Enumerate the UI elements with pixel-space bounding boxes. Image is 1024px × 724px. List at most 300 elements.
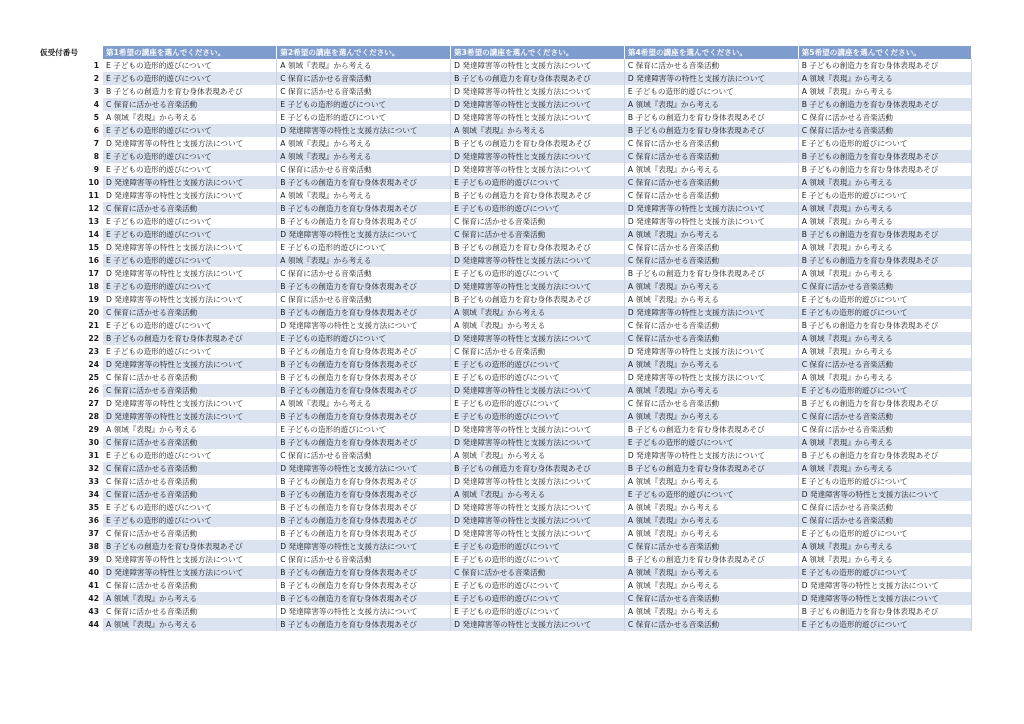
choice-2-cell[interactable]: B 子どもの創造力を育む身体表現あそび xyxy=(277,176,451,189)
choice-1-cell[interactable]: E 子どもの造形的遊びについて xyxy=(103,501,277,514)
choice-3-cell[interactable]: B 子どもの創造力を育む身体表現あそび xyxy=(451,462,625,475)
table-row xyxy=(40,514,972,527)
choice-5-cell[interactable]: A 領域『表現』から考える xyxy=(798,85,972,98)
column-header-receipt-number[interactable]: 仮受付番号 xyxy=(40,46,103,59)
choice-3-cell[interactable]: C 保育に活かせる音楽活動 xyxy=(451,215,625,228)
table-row xyxy=(40,501,972,514)
table-row xyxy=(40,475,972,488)
table-row xyxy=(40,579,972,592)
choice-4-cell[interactable]: C 保育に活かせる音楽活動 xyxy=(624,397,798,410)
receipt-number-cell[interactable]: 23 xyxy=(40,345,103,358)
choice-2-cell[interactable]: B 子どもの創造力を育む身体表現あそび xyxy=(277,202,451,215)
table-row xyxy=(40,85,972,98)
receipt-number-cell[interactable]: 29 xyxy=(40,423,103,436)
choice-1-cell[interactable]: E 子どもの造形的遊びについて xyxy=(103,449,277,462)
table-row xyxy=(40,228,972,241)
choice-1-cell[interactable]: C 保育に活かせる音楽活動 xyxy=(103,202,277,215)
receipt-number-cell[interactable]: 2 xyxy=(40,72,103,85)
receipt-number-cell[interactable]: 4 xyxy=(40,98,103,111)
choice-1-cell[interactable]: C 保育に活かせる音楽活動 xyxy=(103,306,277,319)
choice-5-cell[interactable]: A 領域『表現』から考える xyxy=(798,436,972,449)
receipt-number-cell[interactable]: 21 xyxy=(40,319,103,332)
choice-5-cell[interactable]: A 領域『表現』から考える xyxy=(798,72,972,85)
table-row xyxy=(40,592,972,605)
choice-4-cell[interactable]: A 領域『表現』から考える xyxy=(624,501,798,514)
choice-4-cell[interactable]: A 領域『表現』から考える xyxy=(624,566,798,579)
choice-3-cell[interactable]: E 子どもの造形的遊びについて xyxy=(451,397,625,410)
choice-2-cell[interactable]: A 領域『表現』から考える xyxy=(277,397,451,410)
choice-1-cell[interactable]: D 発達障害等の特性と支援方法について xyxy=(103,358,277,371)
choice-1-cell[interactable]: D 発達障害等の特性と支援方法について xyxy=(103,137,277,150)
choice-2-cell[interactable]: B 子どもの創造力を育む身体表現あそび xyxy=(277,579,451,592)
receipt-number-cell[interactable]: 35 xyxy=(40,501,103,514)
table-row xyxy=(40,410,972,423)
choice-3-cell[interactable]: E 子どもの造形的遊びについて xyxy=(451,605,625,618)
choice-2-cell[interactable]: B 子どもの創造力を育む身体表現あそび xyxy=(277,592,451,605)
choice-4-cell[interactable]: E 子どもの造形的遊びについて xyxy=(624,436,798,449)
choice-3-cell[interactable]: E 子どもの造形的遊びについて xyxy=(451,358,625,371)
choice-1-cell[interactable]: C 保育に活かせる音楽活動 xyxy=(103,384,277,397)
choice-5-cell[interactable]: B 子どもの創造力を育む身体表現あそび xyxy=(798,98,972,111)
table-row xyxy=(40,423,972,436)
table-row xyxy=(40,553,972,566)
choice-5-cell[interactable]: E 子どもの造形的遊びについて xyxy=(798,293,972,306)
choice-3-cell[interactable]: D 発達障害等の特性と支援方法について xyxy=(451,280,625,293)
choice-2-cell[interactable]: C 保育に活かせる音楽活動 xyxy=(277,72,451,85)
receipt-number-cell[interactable]: 12 xyxy=(40,202,103,215)
choice-5-cell[interactable]: C 保育に活かせる音楽活動 xyxy=(798,501,972,514)
choice-2-cell[interactable]: D 発達障害等の特性と支援方法について xyxy=(277,319,451,332)
choice-4-cell[interactable]: A 領域『表現』から考える xyxy=(624,527,798,540)
choice-2-cell[interactable]: D 発達障害等の特性と支援方法について xyxy=(277,124,451,137)
choice-2-cell[interactable]: C 保育に活かせる音楽活動 xyxy=(277,163,451,176)
receipt-number-cell[interactable]: 44 xyxy=(40,618,103,631)
choice-5-cell[interactable]: A 領域『表現』から考える xyxy=(798,241,972,254)
table-row xyxy=(40,111,972,124)
choice-4-cell[interactable]: A 領域『表現』から考える xyxy=(624,605,798,618)
choice-1-cell[interactable]: D 発達障害等の特性と支援方法について xyxy=(103,397,277,410)
choice-4-cell[interactable]: B 子どもの創造力を育む身体表現あそび xyxy=(624,553,798,566)
choice-4-cell[interactable]: C 保育に活かせる音楽活動 xyxy=(624,254,798,267)
choice-1-cell[interactable]: E 子どもの造形的遊びについて xyxy=(103,254,277,267)
choice-3-cell[interactable]: B 子どもの創造力を育む身体表現あそび xyxy=(451,293,625,306)
table-row xyxy=(40,358,972,371)
choice-1-cell[interactable]: A 領域『表現』から考える xyxy=(103,592,277,605)
choice-2-cell[interactable]: A 領域『表現』から考える xyxy=(277,59,451,72)
choice-4-cell[interactable]: A 領域『表現』から考える xyxy=(624,410,798,423)
choice-1-cell[interactable]: A 領域『表現』から考える xyxy=(103,111,277,124)
choice-3-cell[interactable]: D 発達障害等の特性と支援方法について xyxy=(451,501,625,514)
choice-4-cell[interactable]: A 領域『表現』から考える xyxy=(624,358,798,371)
choice-2-cell[interactable]: E 子どもの造形的遊びについて xyxy=(277,111,451,124)
choice-1-cell[interactable]: D 発達障害等の特性と支援方法について xyxy=(103,176,277,189)
choice-2-cell[interactable]: B 子どもの創造力を育む身体表現あそび xyxy=(277,371,451,384)
choice-5-cell[interactable]: B 子どもの創造力を育む身体表現あそび xyxy=(798,150,972,163)
table-row xyxy=(40,202,972,215)
table-row xyxy=(40,124,972,137)
choice-5-cell[interactable]: E 子どもの造形的遊びについて xyxy=(798,306,972,319)
receipt-number-cell[interactable]: 9 xyxy=(40,163,103,176)
choice-4-cell[interactable]: B 子どもの創造力を育む身体表現あそび xyxy=(624,423,798,436)
choice-4-cell[interactable]: A 領域『表現』から考える xyxy=(624,228,798,241)
choice-3-cell[interactable]: D 発達障害等の特性と支援方法について xyxy=(451,475,625,488)
choice-4-cell[interactable]: D 発達障害等の特性と支援方法について xyxy=(624,345,798,358)
choice-4-cell[interactable]: D 発達障害等の特性と支援方法について xyxy=(624,449,798,462)
choice-1-cell[interactable]: D 発達障害等の特性と支援方法について xyxy=(103,241,277,254)
receipt-number-cell[interactable]: 15 xyxy=(40,241,103,254)
choice-2-cell[interactable]: E 子どもの造形的遊びについて xyxy=(277,332,451,345)
choice-4-cell[interactable]: C 保育に活かせる音楽活動 xyxy=(624,319,798,332)
choice-5-cell[interactable]: C 保育に活かせる音楽活動 xyxy=(798,514,972,527)
choice-5-cell[interactable]: E 子どもの造形的遊びについて xyxy=(798,566,972,579)
receipt-number-cell[interactable]: 1 xyxy=(40,59,103,72)
choice-2-cell[interactable]: B 子どもの創造力を育む身体表現あそび xyxy=(277,358,451,371)
choice-5-cell[interactable]: D 発達障害等の特性と支援方法について xyxy=(798,592,972,605)
choice-2-cell[interactable]: B 子どもの創造力を育む身体表現あそび xyxy=(277,410,451,423)
choice-3-cell[interactable]: B 子どもの創造力を育む身体表現あそび xyxy=(451,72,625,85)
choice-4-cell[interactable]: B 子どもの創造力を育む身体表現あそび xyxy=(624,267,798,280)
choice-1-cell[interactable]: C 保育に活かせる音楽活動 xyxy=(103,371,277,384)
choice-4-cell[interactable]: A 領域『表現』から考える xyxy=(624,280,798,293)
choice-3-cell[interactable]: D 発達障害等の特性と支援方法について xyxy=(451,527,625,540)
choice-3-cell[interactable]: E 子どもの造形的遊びについて xyxy=(451,202,625,215)
choice-5-cell[interactable]: A 領域『表現』から考える xyxy=(798,332,972,345)
receipt-number-cell[interactable]: 39 xyxy=(40,553,103,566)
receipt-number-cell[interactable]: 38 xyxy=(40,540,103,553)
receipt-number-cell[interactable]: 3 xyxy=(40,85,103,98)
choice-2-cell[interactable]: D 発達障害等の特性と支援方法について xyxy=(277,462,451,475)
choice-3-cell[interactable]: E 子どもの造形的遊びについて xyxy=(451,553,625,566)
choice-5-cell[interactable]: C 保育に活かせる音楽活動 xyxy=(798,423,972,436)
choice-5-cell[interactable]: A 領域『表現』から考える xyxy=(798,462,972,475)
choice-2-cell[interactable]: E 子どもの造形的遊びについて xyxy=(277,98,451,111)
receipt-number-cell[interactable]: 25 xyxy=(40,371,103,384)
choice-3-cell[interactable]: A 領域『表現』から考える xyxy=(451,488,625,501)
choice-4-cell[interactable]: C 保育に活かせる音楽活動 xyxy=(624,189,798,202)
choice-1-cell[interactable]: E 子どもの造形的遊びについて xyxy=(103,59,277,72)
choice-2-cell[interactable]: B 子どもの創造力を育む身体表現あそび xyxy=(277,475,451,488)
receipt-number-cell[interactable]: 32 xyxy=(40,462,103,475)
choice-1-cell[interactable]: D 発達障害等の特性と支援方法について xyxy=(103,267,277,280)
choice-4-cell[interactable]: C 保育に活かせる音楽活動 xyxy=(624,592,798,605)
column-header-choice-1[interactable]: 第1希望の講座を選んでください。 xyxy=(103,46,277,59)
column-header-choice-4[interactable]: 第4希望の講座を選んでください。 xyxy=(624,46,798,59)
choice-5-cell[interactable]: A 領域『表現』から考える xyxy=(798,202,972,215)
receipt-number-cell[interactable]: 37 xyxy=(40,527,103,540)
choice-4-cell[interactable]: D 発達障害等の特性と支援方法について xyxy=(624,371,798,384)
choice-5-cell[interactable]: E 子どもの造形的遊びについて xyxy=(798,527,972,540)
receipt-number-cell[interactable]: 42 xyxy=(40,592,103,605)
choice-2-cell[interactable]: D 発達障害等の特性と支援方法について xyxy=(277,605,451,618)
choice-1-cell[interactable]: D 発達障害等の特性と支援方法について xyxy=(103,410,277,423)
choice-2-cell[interactable]: E 子どもの造形的遊びについて xyxy=(277,241,451,254)
choice-4-cell[interactable]: A 領域『表現』から考える xyxy=(624,98,798,111)
choice-2-cell[interactable]: B 子どもの創造力を育む身体表現あそび xyxy=(277,514,451,527)
table-body xyxy=(40,59,972,631)
choice-2-cell[interactable]: C 保育に活かせる音楽活動 xyxy=(277,267,451,280)
choice-4-cell[interactable]: A 領域『表現』から考える xyxy=(624,514,798,527)
receipt-number-cell[interactable]: 5 xyxy=(40,111,103,124)
table-row xyxy=(40,605,972,618)
choice-1-cell[interactable]: E 子どもの造形的遊びについて xyxy=(103,319,277,332)
choice-1-cell[interactable]: C 保育に活かせる音楽活動 xyxy=(103,527,277,540)
receipt-number-cell[interactable]: 7 xyxy=(40,137,103,150)
table-row xyxy=(40,488,972,501)
choice-4-cell[interactable]: D 発達障害等の特性と支援方法について xyxy=(624,215,798,228)
choice-2-cell[interactable]: B 子どもの創造力を育む身体表現あそび xyxy=(277,215,451,228)
choice-4-cell[interactable]: C 保育に活かせる音楽活動 xyxy=(624,332,798,345)
column-header-choice-5[interactable]: 第5希望の講座を選んでください。 xyxy=(798,46,972,59)
table-row xyxy=(40,189,972,202)
receipt-number-cell[interactable]: 14 xyxy=(40,228,103,241)
choice-4-cell[interactable]: A 領域『表現』から考える xyxy=(624,293,798,306)
table-row xyxy=(40,72,972,85)
receipt-number-cell[interactable]: 26 xyxy=(40,384,103,397)
choice-5-cell[interactable]: E 子どもの造形的遊びについて xyxy=(798,475,972,488)
choice-3-cell[interactable]: D 発達障害等の特性と支援方法について xyxy=(451,163,625,176)
table-row xyxy=(40,59,972,72)
choice-4-cell[interactable]: D 発達障害等の特性と支援方法について xyxy=(624,72,798,85)
choice-5-cell[interactable]: A 領域『表現』から考える xyxy=(798,345,972,358)
choice-3-cell[interactable]: E 子どもの造形的遊びについて xyxy=(451,592,625,605)
choice-5-cell[interactable]: C 保育に活かせる音楽活動 xyxy=(798,280,972,293)
choice-3-cell[interactable]: D 発達障害等の特性と支援方法について xyxy=(451,111,625,124)
choice-3-cell[interactable]: D 発達障害等の特性と支援方法について xyxy=(451,98,625,111)
choice-1-cell[interactable]: E 子どもの造形的遊びについて xyxy=(103,345,277,358)
choice-3-cell[interactable]: E 子どもの造形的遊びについて xyxy=(451,371,625,384)
receipt-number-cell[interactable]: 6 xyxy=(40,124,103,137)
receipt-number-cell[interactable]: 27 xyxy=(40,397,103,410)
choice-1-cell[interactable]: D 発達障害等の特性と支援方法について xyxy=(103,553,277,566)
choice-2-cell[interactable]: B 子どもの創造力を育む身体表現あそび xyxy=(277,501,451,514)
choice-4-cell[interactable]: B 子どもの創造力を育む身体表現あそび xyxy=(624,111,798,124)
choice-4-cell[interactable]: A 領域『表現』から考える xyxy=(624,163,798,176)
choice-2-cell[interactable]: A 領域『表現』から考える xyxy=(277,254,451,267)
choice-4-cell[interactable]: B 子どもの創造力を育む身体表現あそび xyxy=(624,124,798,137)
table-row xyxy=(40,293,972,306)
choice-4-cell[interactable]: C 保育に活かせる音楽活動 xyxy=(624,150,798,163)
choice-1-cell[interactable]: C 保育に活かせる音楽活動 xyxy=(103,98,277,111)
choice-1-cell[interactable]: D 発達障害等の特性と支援方法について xyxy=(103,293,277,306)
choice-2-cell[interactable]: B 子どもの創造力を育む身体表現あそび xyxy=(277,306,451,319)
choice-3-cell[interactable]: D 発達障害等の特性と支援方法について xyxy=(451,254,625,267)
choice-1-cell[interactable]: D 発達障害等の特性と支援方法について xyxy=(103,566,277,579)
choice-3-cell[interactable]: A 領域『表現』から考える xyxy=(451,306,625,319)
choice-5-cell[interactable]: E 子どもの造形的遊びについて xyxy=(798,618,972,631)
choice-3-cell[interactable]: D 発達障害等の特性と支援方法について xyxy=(451,618,625,631)
choice-2-cell[interactable]: B 子どもの創造力を育む身体表現あそび xyxy=(277,527,451,540)
choice-3-cell[interactable]: E 子どもの造形的遊びについて xyxy=(451,540,625,553)
choice-2-cell[interactable]: A 領域『表現』から考える xyxy=(277,189,451,202)
choice-3-cell[interactable]: D 発達障害等の特性と支援方法について xyxy=(451,384,625,397)
choice-5-cell[interactable]: A 領域『表現』から考える xyxy=(798,371,972,384)
receipt-number-cell[interactable]: 41 xyxy=(40,579,103,592)
choice-1-cell[interactable]: E 子どもの造形的遊びについて xyxy=(103,228,277,241)
choice-3-cell[interactable]: A 領域『表現』から考える xyxy=(451,124,625,137)
choice-1-cell[interactable]: E 子どもの造形的遊びについて xyxy=(103,215,277,228)
choice-2-cell[interactable]: A 領域『表現』から考える xyxy=(277,150,451,163)
receipt-number-cell[interactable]: 28 xyxy=(40,410,103,423)
table-row xyxy=(40,618,972,631)
choice-5-cell[interactable]: C 保育に活かせる音楽活動 xyxy=(798,410,972,423)
choice-5-cell[interactable]: D 発達障害等の特性と支援方法について xyxy=(798,579,972,592)
choice-5-cell[interactable]: B 子どもの創造力を育む身体表現あそび xyxy=(798,163,972,176)
choice-5-cell[interactable]: A 領域『表現』から考える xyxy=(798,176,972,189)
choice-1-cell[interactable]: E 子どもの造形的遊びについて xyxy=(103,72,277,85)
choice-3-cell[interactable]: C 保育に活かせる音楽活動 xyxy=(451,228,625,241)
receipt-number-cell[interactable]: 11 xyxy=(40,189,103,202)
table-row xyxy=(40,150,972,163)
choice-1-cell[interactable]: C 保育に活かせる音楽活動 xyxy=(103,475,277,488)
choice-5-cell[interactable]: B 子どもの創造力を育む身体表現あそび xyxy=(798,449,972,462)
choice-4-cell[interactable]: C 保育に活かせる音楽活動 xyxy=(624,59,798,72)
choice-3-cell[interactable]: D 発達障害等の特性と支援方法について xyxy=(451,514,625,527)
table-row xyxy=(40,163,972,176)
receipt-number-cell[interactable]: 19 xyxy=(40,293,103,306)
choice-2-cell[interactable]: B 子どもの創造力を育む身体表現あそび xyxy=(277,618,451,631)
choice-5-cell[interactable]: D 発達障害等の特性と支援方法について xyxy=(798,488,972,501)
receipt-number-cell[interactable]: 33 xyxy=(40,475,103,488)
choice-1-cell[interactable]: C 保育に活かせる音楽活動 xyxy=(103,605,277,618)
choice-2-cell[interactable]: B 子どもの創造力を育む身体表現あそび xyxy=(277,436,451,449)
choice-4-cell[interactable]: B 子どもの創造力を育む身体表現あそび xyxy=(624,462,798,475)
choice-1-cell[interactable]: E 子どもの造形的遊びについて xyxy=(103,150,277,163)
table-row xyxy=(40,462,972,475)
choice-3-cell[interactable]: A 領域『表現』から考える xyxy=(451,449,625,462)
receipt-number-cell[interactable]: 40 xyxy=(40,566,103,579)
choice-5-cell[interactable]: A 領域『表現』から考える xyxy=(798,553,972,566)
choice-2-cell[interactable]: B 子どもの創造力を育む身体表現あそび xyxy=(277,280,451,293)
choice-5-cell[interactable]: B 子どもの創造力を育む身体表現あそび xyxy=(798,397,972,410)
choice-1-cell[interactable]: A 領域『表現』から考える xyxy=(103,423,277,436)
choice-2-cell[interactable]: B 子どもの創造力を育む身体表現あそび xyxy=(277,488,451,501)
receipt-number-cell[interactable]: 16 xyxy=(40,254,103,267)
choice-4-cell[interactable]: E 子どもの造形的遊びについて xyxy=(624,85,798,98)
table-row xyxy=(40,449,972,462)
choice-5-cell[interactable]: B 子どもの創造力を育む身体表現あそび xyxy=(798,228,972,241)
choice-1-cell[interactable]: E 子どもの造形的遊びについて xyxy=(103,163,277,176)
choice-2-cell[interactable]: C 保育に活かせる音楽活動 xyxy=(277,449,451,462)
receipt-number-cell[interactable]: 43 xyxy=(40,605,103,618)
choice-3-cell[interactable]: D 発達障害等の特性と支援方法について xyxy=(451,150,625,163)
choice-1-cell[interactable]: C 保育に活かせる音楽活動 xyxy=(103,488,277,501)
receipt-number-cell[interactable]: 24 xyxy=(40,358,103,371)
choice-3-cell[interactable]: E 子どもの造形的遊びについて xyxy=(451,267,625,280)
receipt-number-cell[interactable]: 17 xyxy=(40,267,103,280)
choice-5-cell[interactable]: E 子どもの造形的遊びについて xyxy=(798,189,972,202)
choice-2-cell[interactable]: C 保育に活かせる音楽活動 xyxy=(277,85,451,98)
choice-2-cell[interactable]: D 発達障害等の特性と支援方法について xyxy=(277,540,451,553)
choice-4-cell[interactable]: A 領域『表現』から考える xyxy=(624,579,798,592)
table-row xyxy=(40,345,972,358)
receipt-number-cell[interactable]: 10 xyxy=(40,176,103,189)
receipt-number-cell[interactable]: 18 xyxy=(40,280,103,293)
choice-4-cell[interactable]: C 保育に活かせる音楽活動 xyxy=(624,137,798,150)
choice-2-cell[interactable]: A 領域『表現』から考える xyxy=(277,137,451,150)
choice-2-cell[interactable]: B 子どもの創造力を育む身体表現あそび xyxy=(277,566,451,579)
choice-3-cell[interactable]: C 保育に活かせる音楽活動 xyxy=(451,566,625,579)
choice-2-cell[interactable]: E 子どもの造形的遊びについて xyxy=(277,423,451,436)
choice-4-cell[interactable]: C 保育に活かせる音楽活動 xyxy=(624,540,798,553)
choice-1-cell[interactable]: C 保育に活かせる音楽活動 xyxy=(103,579,277,592)
choice-5-cell[interactable]: B 子どもの創造力を育む身体表現あそび xyxy=(798,319,972,332)
choice-3-cell[interactable]: D 発達障害等の特性と支援方法について xyxy=(451,332,625,345)
choice-1-cell[interactable]: C 保育に活かせる音楽活動 xyxy=(103,462,277,475)
choice-5-cell[interactable]: A 領域『表現』から考える xyxy=(798,215,972,228)
choice-3-cell[interactable]: D 発達障害等の特性と支援方法について xyxy=(451,423,625,436)
choice-1-cell[interactable]: B 子どもの創造力を育む身体表現あそび xyxy=(103,332,277,345)
choice-4-cell[interactable]: D 発達障害等の特性と支援方法について xyxy=(624,306,798,319)
choice-2-cell[interactable]: B 子どもの創造力を育む身体表現あそび xyxy=(277,345,451,358)
choice-3-cell[interactable]: B 子どもの創造力を育む身体表現あそび xyxy=(451,241,625,254)
choice-2-cell[interactable]: C 保育に活かせる音楽活動 xyxy=(277,553,451,566)
choice-4-cell[interactable]: C 保育に活かせる音楽活動 xyxy=(624,618,798,631)
column-header-choice-2[interactable]: 第2希望の講座を選んでください。 xyxy=(277,46,451,59)
choice-3-cell[interactable]: D 発達障害等の特性と支援方法について xyxy=(451,436,625,449)
choice-1-cell[interactable]: E 子どもの造形的遊びについて xyxy=(103,514,277,527)
choice-4-cell[interactable]: C 保育に活かせる音楽活動 xyxy=(624,241,798,254)
choice-3-cell[interactable]: D 発達障害等の特性と支援方法について xyxy=(451,59,625,72)
choice-5-cell[interactable]: C 保育に活かせる音楽活動 xyxy=(798,124,972,137)
choice-2-cell[interactable]: B 子どもの創造力を育む身体表現あそび xyxy=(277,384,451,397)
choice-5-cell[interactable]: B 子どもの創造力を育む身体表現あそび xyxy=(798,254,972,267)
choice-5-cell[interactable]: E 子どもの造形的遊びについて xyxy=(798,384,972,397)
receipt-number-cell[interactable]: 36 xyxy=(40,514,103,527)
table-row xyxy=(40,332,972,345)
choice-5-cell[interactable]: A 領域『表現』から考える xyxy=(798,267,972,280)
receipt-number-cell[interactable]: 31 xyxy=(40,449,103,462)
choice-3-cell[interactable]: B 子どもの創造力を育む身体表現あそび xyxy=(451,137,625,150)
choice-3-cell[interactable]: E 子どもの造形的遊びについて xyxy=(451,579,625,592)
choice-3-cell[interactable]: B 子どもの創造力を育む身体表現あそび xyxy=(451,189,625,202)
choice-1-cell[interactable]: D 発達障害等の特性と支援方法について xyxy=(103,189,277,202)
choice-5-cell[interactable]: C 保育に活かせる音楽活動 xyxy=(798,111,972,124)
choice-4-cell[interactable]: A 領域『表現』から考える xyxy=(624,384,798,397)
choice-5-cell[interactable]: C 保育に活かせる音楽活動 xyxy=(798,358,972,371)
choice-3-cell[interactable]: C 保育に活かせる音楽活動 xyxy=(451,345,625,358)
choice-1-cell[interactable]: B 子どもの創造力を育む身体表現あそび xyxy=(103,85,277,98)
choice-1-cell[interactable]: E 子どもの造形的遊びについて xyxy=(103,280,277,293)
choice-3-cell[interactable]: E 子どもの造形的遊びについて xyxy=(451,410,625,423)
choice-4-cell[interactable]: C 保育に活かせる音楽活動 xyxy=(624,176,798,189)
choice-4-cell[interactable]: D 発達障害等の特性と支援方法について xyxy=(624,202,798,215)
choice-1-cell[interactable]: E 子どもの造形的遊びについて xyxy=(103,124,277,137)
column-header-choice-3[interactable]: 第3希望の講座を選んでください。 xyxy=(451,46,625,59)
choice-1-cell[interactable]: B 子どもの創造力を育む身体表現あそび xyxy=(103,540,277,553)
choice-2-cell[interactable]: C 保育に活かせる音楽活動 xyxy=(277,293,451,306)
choice-5-cell[interactable]: B 子どもの創造力を育む身体表現あそび xyxy=(798,59,972,72)
receipt-number-cell[interactable]: 22 xyxy=(40,332,103,345)
receipt-number-cell[interactable]: 34 xyxy=(40,488,103,501)
choice-1-cell[interactable]: C 保育に活かせる音楽活動 xyxy=(103,436,277,449)
receipt-number-cell[interactable]: 30 xyxy=(40,436,103,449)
choice-4-cell[interactable]: A 領域『表現』から考える xyxy=(624,475,798,488)
receipt-number-cell[interactable]: 13 xyxy=(40,215,103,228)
receipt-number-cell[interactable]: 20 xyxy=(40,306,103,319)
choice-3-cell[interactable]: D 発達障害等の特性と支援方法について xyxy=(451,85,625,98)
choice-5-cell[interactable]: A 領域『表現』から考える xyxy=(798,540,972,553)
choice-3-cell[interactable]: E 子どもの造形的遊びについて xyxy=(451,176,625,189)
table-row xyxy=(40,267,972,280)
choice-5-cell[interactable]: B 子どもの創造力を育む身体表現あそび xyxy=(798,605,972,618)
receipt-number-cell[interactable]: 8 xyxy=(40,150,103,163)
table-row xyxy=(40,540,972,553)
choice-2-cell[interactable]: D 発達障害等の特性と支援方法について xyxy=(277,228,451,241)
choice-3-cell[interactable]: A 領域『表現』から考える xyxy=(451,319,625,332)
choice-5-cell[interactable]: E 子どもの造形的遊びについて xyxy=(798,137,972,150)
choice-4-cell[interactable]: E 子どもの造形的遊びについて xyxy=(624,488,798,501)
choice-1-cell[interactable]: A 領域『表現』から考える xyxy=(103,618,277,631)
